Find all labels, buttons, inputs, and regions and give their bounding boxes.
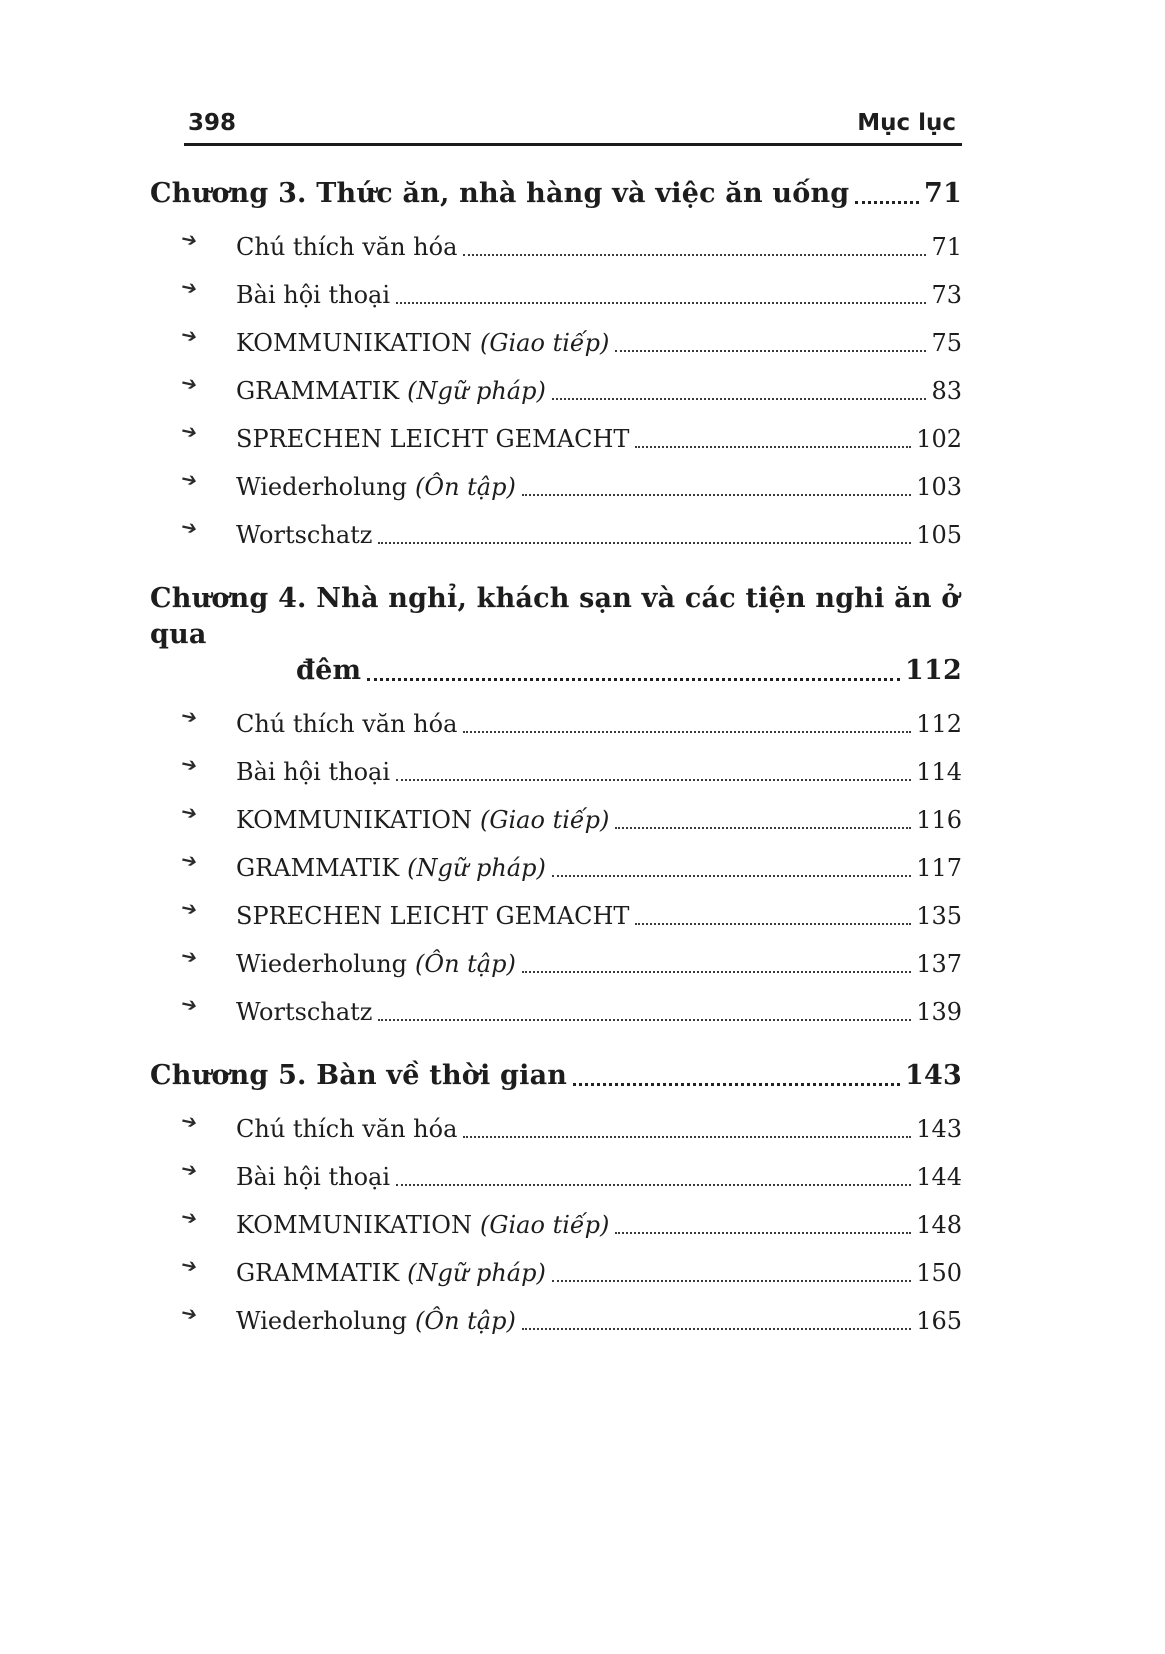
toc-item-subtitle: (Ôn tập) [415,950,516,978]
leader-dots [396,1184,911,1186]
toc-item-subtitle: (Ngữ pháp) [407,377,546,405]
chapter-page: 143 [905,1060,962,1091]
toc-item-label [236,1210,609,1241]
toc-item-page: 112 [916,710,962,738]
toc-item-label [236,901,629,932]
toc-item-subtitle: (Giao tiếp) [479,1211,610,1239]
toc-item [150,752,962,788]
toc-item [150,896,962,932]
chapter-heading [150,581,962,689]
toc-item [150,848,962,884]
leader-dots [855,201,919,204]
toc-item-label [236,232,457,263]
chapter-title: Chương 4. Nhà nghỉ, khách sạn và các tiện nghi ăn ở qua [150,583,960,650]
toc-item-label [236,376,546,407]
toc-item-page: 150 [916,1259,962,1287]
toc-item-page: 75 [931,329,962,357]
toc-item-label [236,805,609,836]
toc-item-text: Wortschatz [236,998,373,1026]
leader-dots [635,923,911,925]
toc-item-page: 144 [916,1163,962,1191]
toc-item [150,1157,962,1193]
toc-item-text: Wiederholung [236,473,408,501]
toc-item-label [236,1306,516,1337]
toc-item-page: 143 [916,1115,962,1143]
toc-item-label [236,1162,390,1193]
toc-item-label [236,757,390,788]
arrow-bullet-icon: ➔ [179,944,200,970]
toc-item-label [236,520,372,551]
toc-item-text: KOMMUNIKATION [236,1211,472,1239]
toc-item [150,704,962,740]
toc-item [150,1301,962,1337]
toc-item-page: 73 [931,281,962,309]
running-header [150,110,962,143]
leader-dots [463,254,926,256]
arrow-bullet-icon: ➔ [179,323,200,349]
toc-item-subtitle: (Ngữ pháp) [407,854,546,882]
arrow-bullet-icon: ➔ [179,848,200,874]
toc-item-page: 114 [916,758,962,786]
chapter-title: Chương 3. Thức ăn, nhà hàng và việc ăn uống [150,178,850,209]
toc-item [150,419,962,455]
toc-item-subtitle: (Ôn tập) [415,1307,516,1335]
toc-item [150,323,962,359]
toc-item [150,1205,962,1241]
arrow-bullet-icon: ➔ [179,704,200,730]
leader-dots [615,1232,911,1234]
toc-item-text: Bài hội thoại [236,758,390,786]
arrow-bullet-icon: ➔ [179,1301,200,1327]
toc-item [150,227,962,263]
toc-item [150,992,962,1028]
toc-item [150,944,962,980]
toc-item-text: Chú thích văn hóa [236,710,458,738]
arrow-bullet-icon: ➔ [179,419,200,445]
leader-dots [522,1328,911,1330]
toc-item-subtitle: (Giao tiếp) [479,329,610,357]
chapter-page: 71 [924,178,962,209]
toc-item-page: 165 [916,1307,962,1335]
toc-item-page: 71 [931,233,962,261]
arrow-bullet-icon: ➔ [179,752,200,778]
toc-item-page: 137 [916,950,962,978]
chapter-title: Chương 5. Bàn về thời gian [150,1060,568,1091]
toc-item-text: SPRECHEN LEICHT GEMACHT [236,902,630,930]
toc-item-text: Chú thích văn hóa [236,1115,458,1143]
toc-item-page: 117 [916,854,962,882]
toc-item-page: 103 [916,473,962,501]
leader-dots [367,678,900,681]
leader-dots [463,731,911,733]
toc-item [150,1109,962,1145]
chapter-items [150,1109,962,1337]
toc-item [150,467,962,503]
header-rule [184,143,962,146]
toc-item [150,275,962,311]
leader-dots [522,971,911,973]
arrow-bullet-icon: ➔ [179,1205,200,1231]
leader-dots [573,1083,900,1086]
toc-item [150,1253,962,1289]
toc-item-text: GRAMMATIK [236,377,400,405]
arrow-bullet-icon: ➔ [179,515,200,541]
toc-item-label [236,949,516,980]
toc-item-label [236,424,629,455]
chapter-title-cont-text: đêm [296,655,362,686]
toc-item [150,800,962,836]
toc-item-subtitle: (Giao tiếp) [479,806,610,834]
toc-item [150,371,962,407]
toc-item-text: Wiederholung [236,950,408,978]
toc-item-text: KOMMUNIKATION [236,329,472,357]
toc-item-label [236,853,546,884]
toc-item-page: 102 [916,425,962,453]
toc-item-page: 139 [916,998,962,1026]
arrow-bullet-icon: ➔ [179,992,200,1018]
header-title: Mục lục [857,110,956,136]
toc-item-text: Bài hội thoại [236,1163,390,1191]
chapter-heading [150,176,962,212]
leader-dots [552,875,911,877]
toc-item-text: Wortschatz [236,521,373,549]
leader-dots [615,350,926,352]
toc-item-subtitle: (Ngữ pháp) [407,1259,546,1287]
chapter-items [150,704,962,1028]
leader-dots [378,1019,911,1021]
arrow-bullet-icon: ➔ [179,896,200,922]
toc-item-text: KOMMUNIKATION [236,806,472,834]
toc-item [150,515,962,551]
toc-item-text: GRAMMATIK [236,854,400,882]
leader-dots [552,398,927,400]
toc-item-page: 135 [916,902,962,930]
book-page [150,110,962,1343]
arrow-bullet-icon: ➔ [179,467,200,493]
chapter-title-continuation [150,653,962,689]
arrow-bullet-icon: ➔ [179,1109,200,1135]
toc-item-subtitle: (Ôn tập) [415,473,516,501]
arrow-bullet-icon: ➔ [179,1157,200,1183]
leader-dots [635,446,911,448]
arrow-bullet-icon: ➔ [179,800,200,826]
toc-item-page: 116 [916,806,962,834]
toc-item-label [236,1114,457,1145]
arrow-bullet-icon: ➔ [179,371,200,397]
leader-dots [522,494,911,496]
toc-item-label [236,280,390,311]
leader-dots [552,1280,911,1282]
toc-item-label [236,997,372,1028]
arrow-bullet-icon: ➔ [179,1253,200,1279]
leader-dots [396,779,911,781]
arrow-bullet-icon: ➔ [179,275,200,301]
toc-item-page: 148 [916,1211,962,1239]
leader-dots [378,542,911,544]
arrow-bullet-icon: ➔ [179,227,200,253]
toc-item-text: Wiederholung [236,1307,408,1335]
toc-item-text: SPRECHEN LEICHT GEMACHT [236,425,630,453]
chapter-page: 112 [905,655,962,686]
chapter-items [150,227,962,551]
page-number: 398 [188,110,237,136]
toc-item-text: Bài hội thoại [236,281,390,309]
leader-dots [463,1136,911,1138]
leader-dots [396,302,926,304]
toc-item-text: Chú thích văn hóa [236,233,458,261]
toc-item-page: 83 [931,377,962,405]
toc-item-text: GRAMMATIK [236,1259,400,1287]
toc-item-page: 105 [916,521,962,549]
toc-item-label [236,709,457,740]
toc-item-label [236,328,609,359]
leader-dots [615,827,911,829]
toc-item-label [236,1258,546,1289]
chapter-heading [150,1058,962,1094]
toc-item-label [236,472,516,503]
